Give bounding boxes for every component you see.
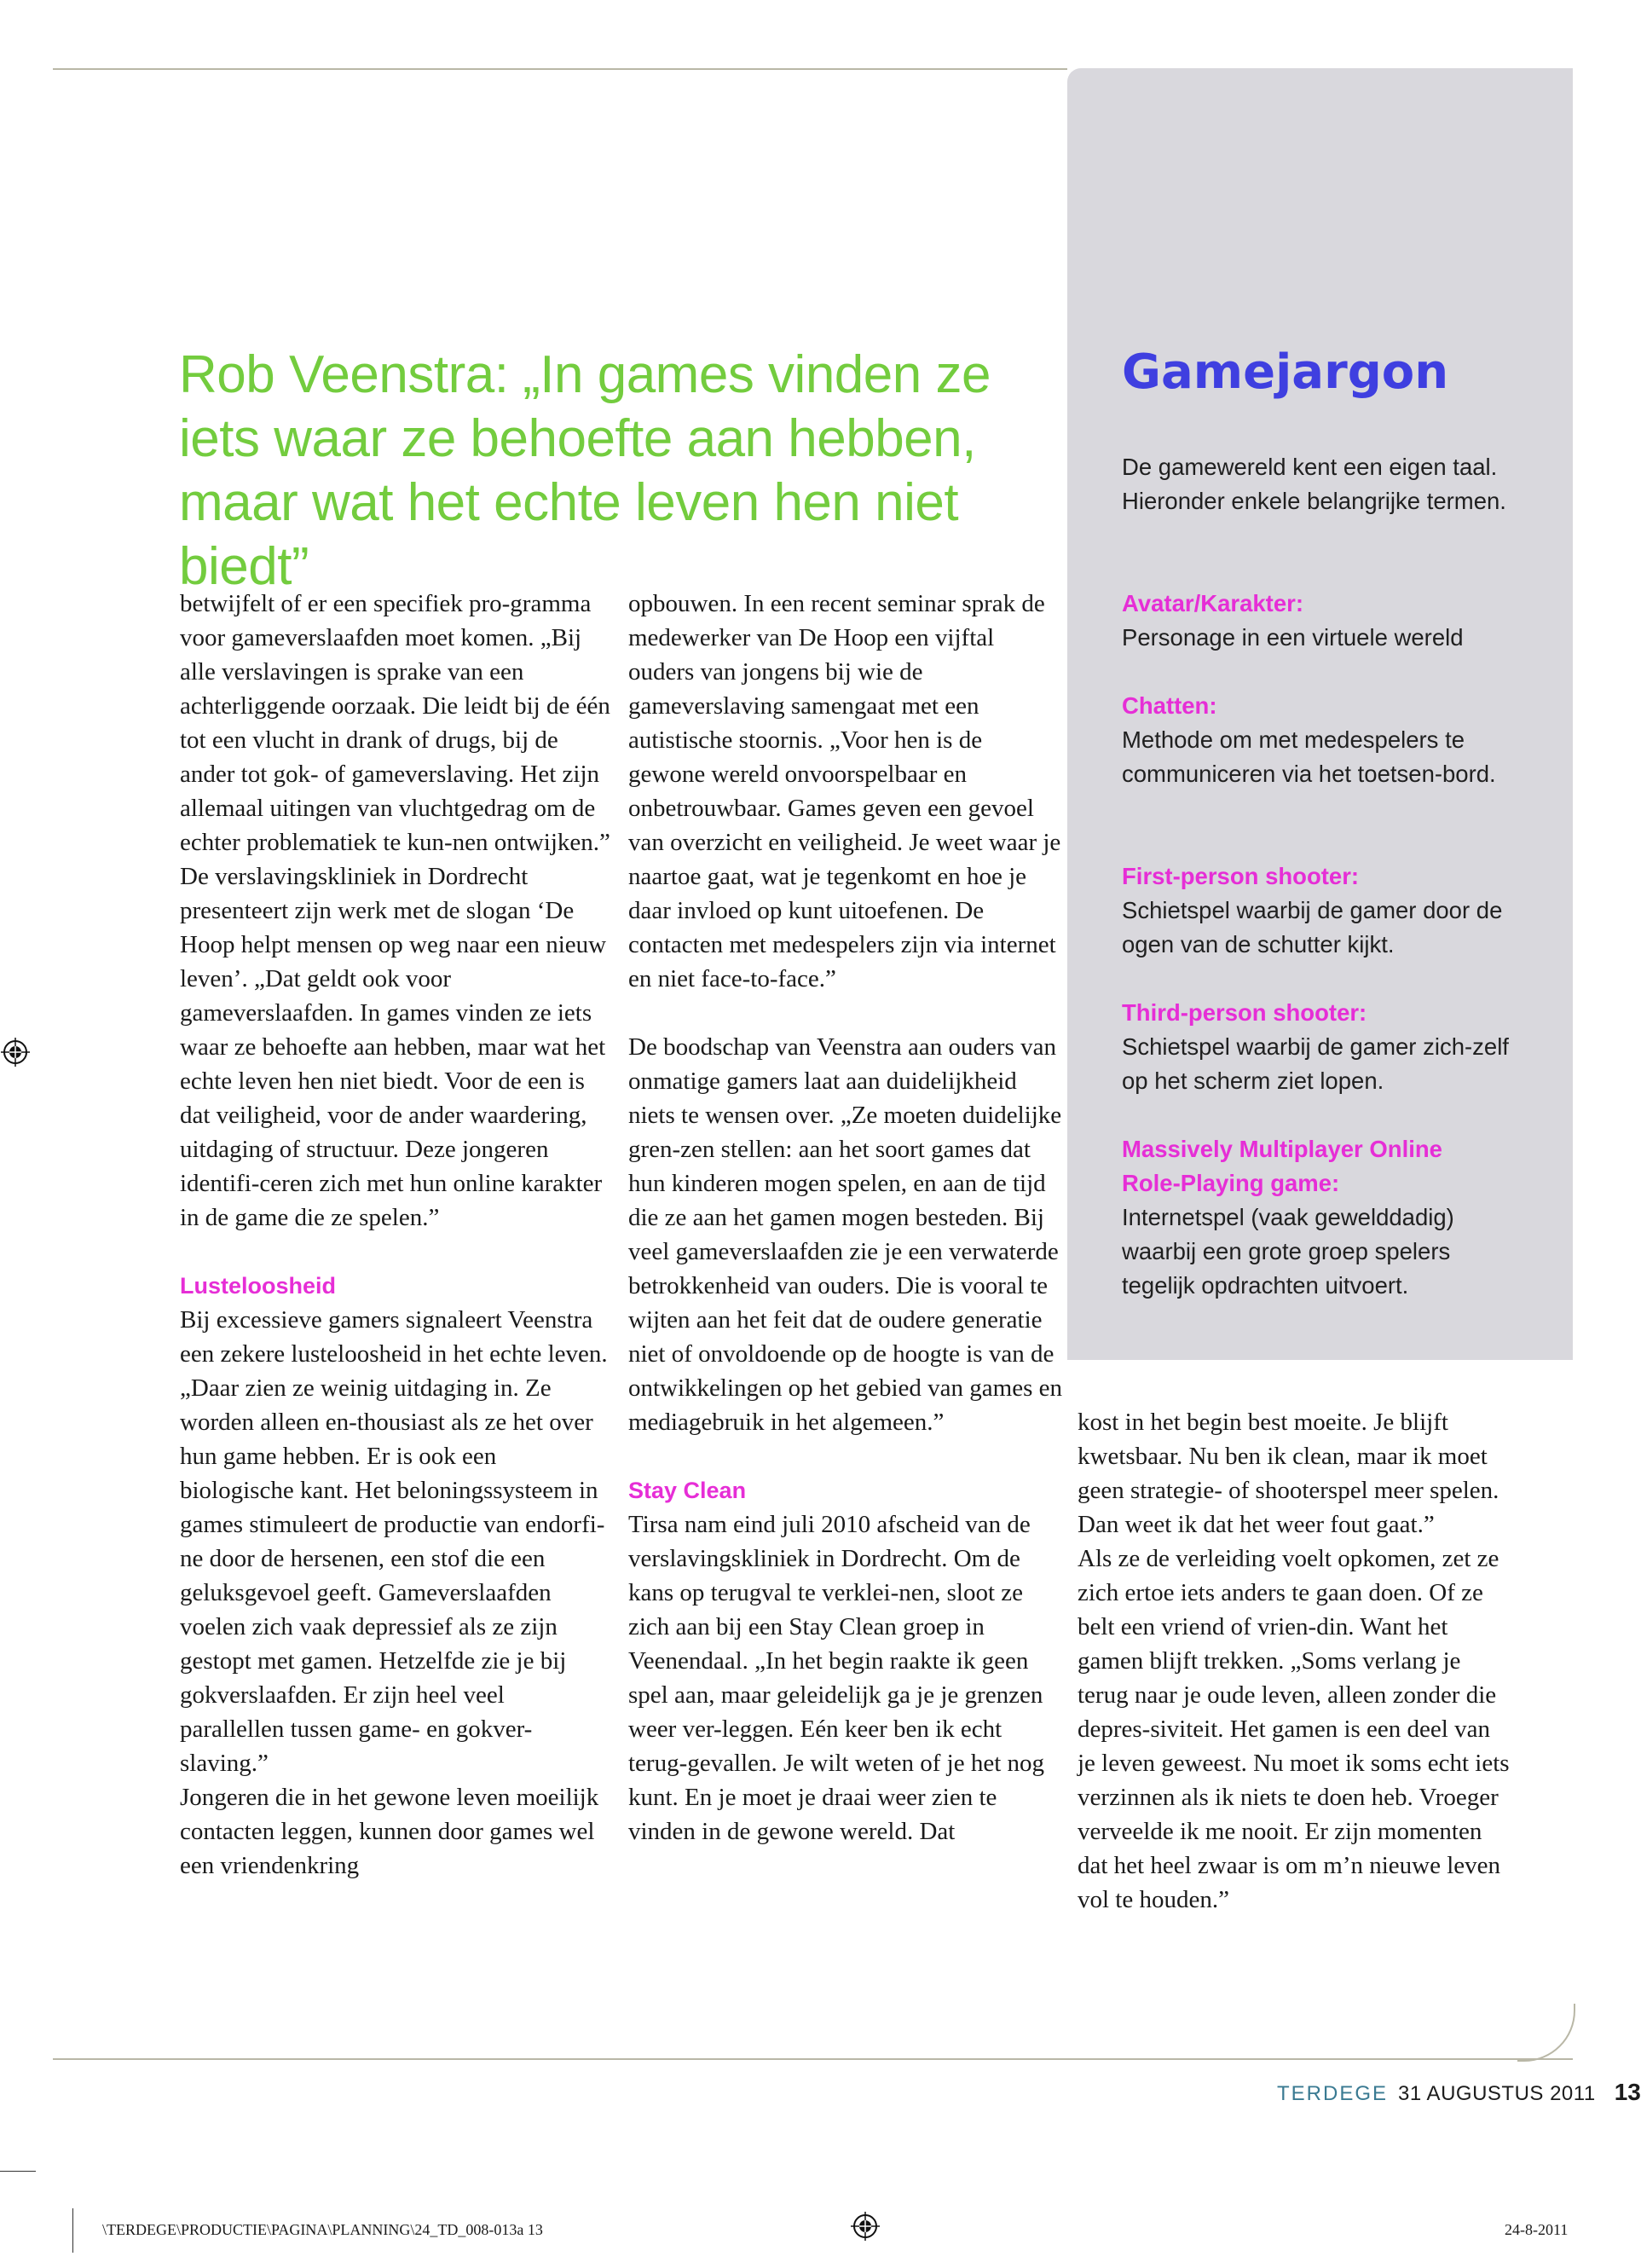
paragraph: Tirsa nam eind juli 2010 afscheid van de verslavingskliniek in Dordrecht. Om de kans op terugval te verklei-nen, sloot ze zich aan bij een Stay Clean groep in Veenendaal. „In het begin raakte ik geen spel aan, maar geleidelijk ga je je grenzen weer ver-leggen. Eén keer ben ik echt terug-gevallen. Je wilt weten of je het nog kunt. En je moet je draai weer zien te vinden in de gewone wereld. Dat — [628, 1511, 1045, 1845]
term-definition: Schietspel waarbij de gamer zich-zelf op het scherm ziet lopen. — [1122, 1033, 1509, 1094]
page-corner-curve — [1517, 2004, 1575, 2062]
term-name: Massively Multiplayer Online Role-Playing game: — [1122, 1136, 1442, 1196]
term-name: First-person shooter: — [1122, 863, 1360, 889]
paragraph: kost in het begin best moeite. Je blijft kwetsbaar. Nu ben ik clean, maar ik moet geen strategie- of shooterspel meer spelen. Dan weet ik dat het weer fout gaat.” — [1078, 1409, 1499, 1538]
subheading-lusteloosheid: Lusteloosheid — [180, 1273, 337, 1299]
slug-date: 24-8-2011 — [1505, 2221, 1569, 2238]
issue-date: 31 AUGUSTUS 2011 — [1398, 2082, 1596, 2105]
sidebar-title: Gamejargon — [1122, 344, 1449, 400]
paragraph: betwijfelt of er een specifiek pro-gramma voor gameverslaafden moet komen. „Bij alle verslavingen is sprake van een achterliggende oorzaak. Die leidt bij de één tot een vlucht in drank of drugs, bij de ander tot gok- of gameverslaving. Het zijn allemaal uitingen van vluchtgedrag om de echter problematiek te kun-nen ontwijken.” — [180, 590, 610, 856]
term-name: Avatar/Karakter: — [1122, 590, 1303, 616]
crop-mark — [0, 2171, 36, 2172]
paragraph: De boodschap van Veenstra aan ouders van onmatige gamers laat aan duidelijkheid niets te wensen over. „Ze moeten duidelijke gren-zen stellen: aan het soort games dat hun kinderen mogen spelen, en aan de tijd die ze aan het gamen mogen besteden. Bij veel gameverslaafden zie je een verwaterde betrokkenheid van ouders. Die is vooral te wijten aan het feit dat de oudere generatie niet of onvoldoende op de hoogte is van de ontwikkelingen op het gebied van games en mediagebruik in het algemeen.” — [628, 1033, 1062, 1436]
paragraph: opbouwen. In een recent seminar sprak de medewerker van De Hoop een vijftal ouders van jongens bij wie de gameverslaving samengaat met een autistische stoornis. „Voor hen is de gewone wereld onvoorspelbaar en onbetrouwbaar. Games geven een gevoel van overzicht en veiligheid. Je weet waar je naartoe gaat, wat je tegenkomt en hoe je daar invloed op kunt uitoefenen. De contacten met medespelers zijn via internet en niet face-to-face.” — [628, 590, 1061, 992]
paragraph: De verslavingskliniek in Dordrecht presenteert zijn werk met de slogan ‘De Hoop helpt mensen op weg naar een nieuw leven’. „Dat geldt ook voor gameverslaafden. In games vinden ze iets waar ze behoefte aan hebben, maar wat het echte leven hen niet biedt. Voor de een is dat veiligheid, voor de ander waardering, uitdaging of structuur. Deze jongeren identifi-ceren zich met hun online karakter in de game die ze spelen.” — [180, 863, 607, 1231]
registration-mark-icon — [851, 2212, 880, 2241]
bottom-rule — [53, 2058, 1573, 2060]
paragraph: Bij excessieve gamers signaleert Veenstra een zekere lusteloosheid in het echte leven. „Daar zien ze weinig uitdaging in. Ze worden alleen en-thousiast als ze het over hun game hebben. Er is ook een biologische kant. Het beloningssysteem in games stimuleert de productie van endorfi-ne door de hersenen, een stof die een geluksgevoel geeft. Gameverslaafden voelen zich vaak depressief als ze zijn gestopt met gamen. Hetzelfde zie je bij gokverslaafden. Er zijn heel veel parallellen tussen game- en gokver-slaving.” — [180, 1306, 608, 1777]
publication-name: TERDEGE — [1277, 2082, 1389, 2105]
article-column-3 — [1078, 1405, 1512, 1917]
term-definition: Internetspel (vaak gewelddadig) waarbij een grote groep spelers tegelijk opdrachten uitvoert. — [1122, 1204, 1454, 1299]
paragraph: Jongeren die in het gewone leven moeilijk contacten leggen, kunnen door games wel een vriendenkring — [180, 1784, 599, 1879]
term-chatten — [1122, 689, 1531, 791]
term-name: Chatten: — [1122, 692, 1217, 719]
crop-mark — [72, 2208, 73, 2253]
registration-mark-icon — [1, 1038, 30, 1067]
term-definition: Personage in een virtuele wereld — [1122, 624, 1464, 651]
term-name: Third-person shooter: — [1122, 999, 1367, 1026]
pull-quote: Rob Veenstra: „In games vinden ze iets waar ze behoefte aan hebben, maar wat het echte leven hen niet biedt” — [179, 345, 991, 596]
term-definition: Schietspel waarbij de gamer door de ogen van de schutter kijkt. — [1122, 897, 1503, 958]
article-column-2 — [628, 587, 1063, 1849]
term-avatar — [1122, 587, 1531, 655]
article-column-1 — [180, 587, 615, 1883]
paragraph: Als ze de verleiding voelt opkomen, zet ze zich ertoe iets anders te gaan doen. Of ze belt een vriend of vrien-din. Want het gamen blijft trekken. „Soms verlang je terug naar je oude leven, alleen zonder die depres-siviteit. Het gamen is een deel van je leven geweest. Nu moet ik soms echt iets verzinnen als ik niets te doen heb. Vroeger verveelde ik me nooit. Er zijn momenten dat het heel zwaar is om m’n nieuwe leven vol te houden.” — [1078, 1545, 1510, 1913]
slug-line: \TERDEGE\PRODUCTIE\PAGINA\PLANNING\24_TD_008-013a 13 — [102, 2221, 543, 2238]
sidebar-intro: De gamewereld kent een eigen taal. Hieronder enkele belangrijke termen. — [1122, 454, 1506, 514]
term-first-person-shooter — [1122, 859, 1531, 962]
top-rule — [53, 68, 1067, 70]
term-third-person-shooter — [1122, 996, 1531, 1098]
page-footer — [1277, 2078, 1641, 2109]
term-mmorpg — [1122, 1132, 1480, 1303]
term-definition: Methode om met medespelers te communiceren via het toetsen-bord. — [1122, 726, 1496, 787]
page-number: 13 — [1614, 2079, 1641, 2105]
subheading-stay-clean: Stay Clean — [628, 1478, 747, 1503]
